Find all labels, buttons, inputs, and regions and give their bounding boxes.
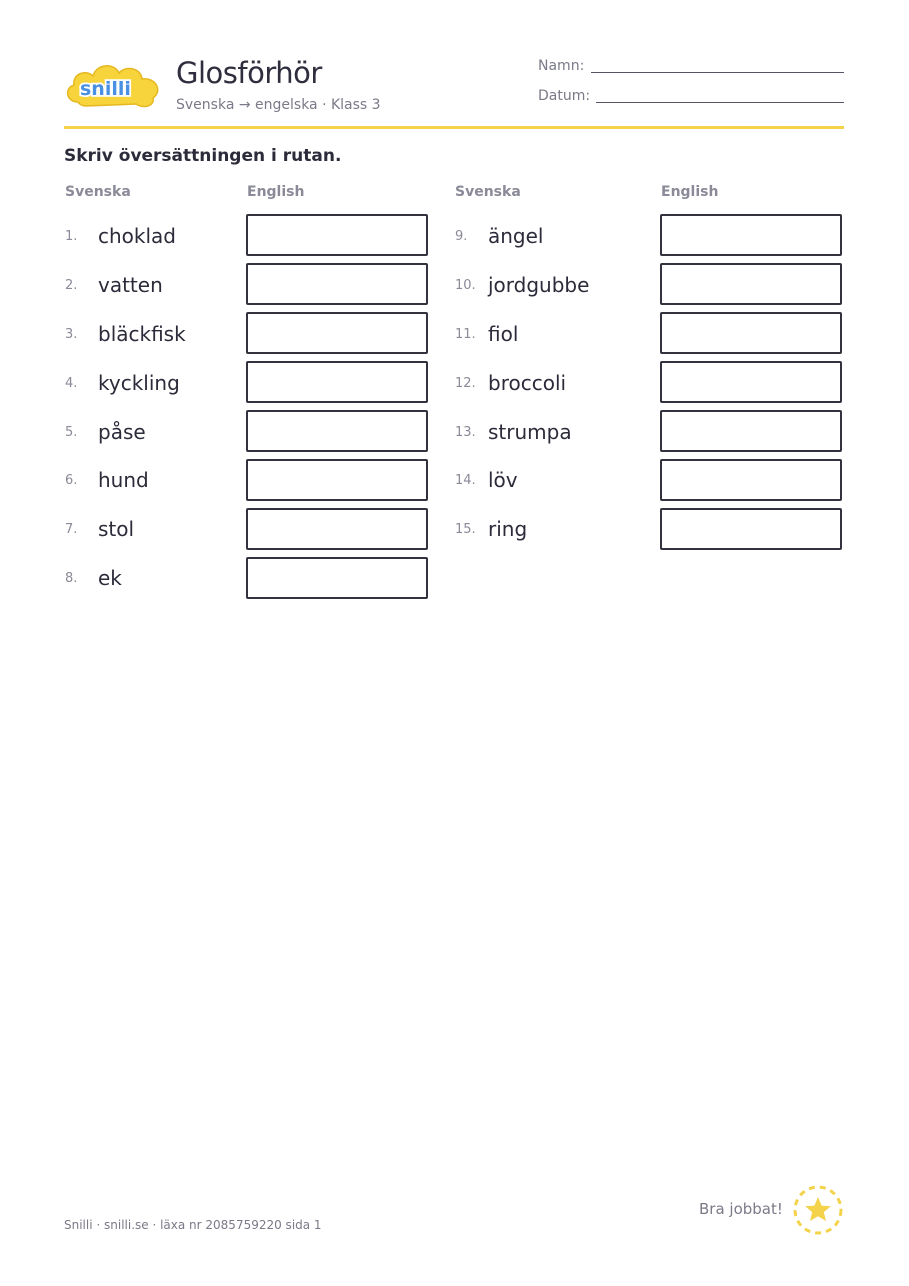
instruction-text: Skriv översättningen i rutan. xyxy=(64,146,342,166)
svg-text:snilli: snilli xyxy=(80,78,131,100)
answer-box-11[interactable] xyxy=(660,312,842,354)
item-word: broccoli xyxy=(488,371,567,395)
name-label: Namn: xyxy=(538,58,585,74)
date-label: Datum: xyxy=(538,88,591,104)
col-head-right-source: Svenska xyxy=(455,184,521,200)
name-field-line[interactable] xyxy=(591,72,844,73)
answer-box-12[interactable] xyxy=(660,361,842,403)
item-number: 6. xyxy=(65,473,78,488)
item-number: 14. xyxy=(455,473,476,488)
item-number: 4. xyxy=(65,376,78,391)
item-word: ängel xyxy=(488,224,544,248)
item-word: vatten xyxy=(98,273,163,297)
item-number: 15. xyxy=(455,522,476,537)
answer-box-1[interactable] xyxy=(246,214,428,256)
date-field-line[interactable] xyxy=(596,102,844,103)
answer-box-14[interactable] xyxy=(660,459,842,501)
answer-box-2[interactable] xyxy=(246,263,428,305)
answer-box-10[interactable] xyxy=(660,263,842,305)
item-word: löv xyxy=(488,468,518,492)
item-number: 7. xyxy=(65,522,78,537)
answer-box-4[interactable] xyxy=(246,361,428,403)
item-word: hund xyxy=(98,468,149,492)
item-word: bläckfisk xyxy=(98,322,186,346)
item-word: fiol xyxy=(488,322,519,346)
snilli-logo xyxy=(64,56,164,112)
answer-box-3[interactable] xyxy=(246,312,428,354)
item-word: strumpa xyxy=(488,420,572,444)
answer-box-7[interactable] xyxy=(246,508,428,550)
item-word: kyckling xyxy=(98,371,180,395)
item-number: 3. xyxy=(65,327,78,342)
page-subtitle: Svenska → engelska · Klass 3 xyxy=(176,97,381,113)
item-number: 1. xyxy=(65,229,78,244)
item-word: ring xyxy=(488,517,528,541)
item-word: stol xyxy=(98,517,135,541)
item-number: 5. xyxy=(65,425,78,440)
answer-box-5[interactable] xyxy=(246,410,428,452)
item-word: ek xyxy=(98,566,122,590)
praise-text: Bra jobbat! xyxy=(699,1200,783,1218)
page-title: Glosförhör xyxy=(176,56,322,90)
item-number: 10. xyxy=(455,278,476,293)
answer-box-15[interactable] xyxy=(660,508,842,550)
col-head-left-target: English xyxy=(247,184,305,200)
footer-text: Snilli · snilli.se · läxa nr 2085759220 sida 1 xyxy=(64,1218,322,1232)
item-number: 8. xyxy=(65,571,78,586)
col-head-right-target: English xyxy=(661,184,719,200)
item-word: choklad xyxy=(98,224,176,248)
item-word: påse xyxy=(98,420,146,444)
star-icon xyxy=(792,1184,844,1236)
item-number: 12. xyxy=(455,376,476,391)
answer-box-8[interactable] xyxy=(246,557,428,599)
col-head-left-source: Svenska xyxy=(65,184,131,200)
item-number: 11. xyxy=(455,327,476,342)
answer-box-6[interactable] xyxy=(246,459,428,501)
item-number: 9. xyxy=(455,229,468,244)
item-number: 2. xyxy=(65,278,78,293)
answer-box-13[interactable] xyxy=(660,410,842,452)
header-divider xyxy=(64,126,844,129)
answer-box-9[interactable] xyxy=(660,214,842,256)
item-number: 13. xyxy=(455,425,476,440)
item-word: jordgubbe xyxy=(488,273,590,297)
